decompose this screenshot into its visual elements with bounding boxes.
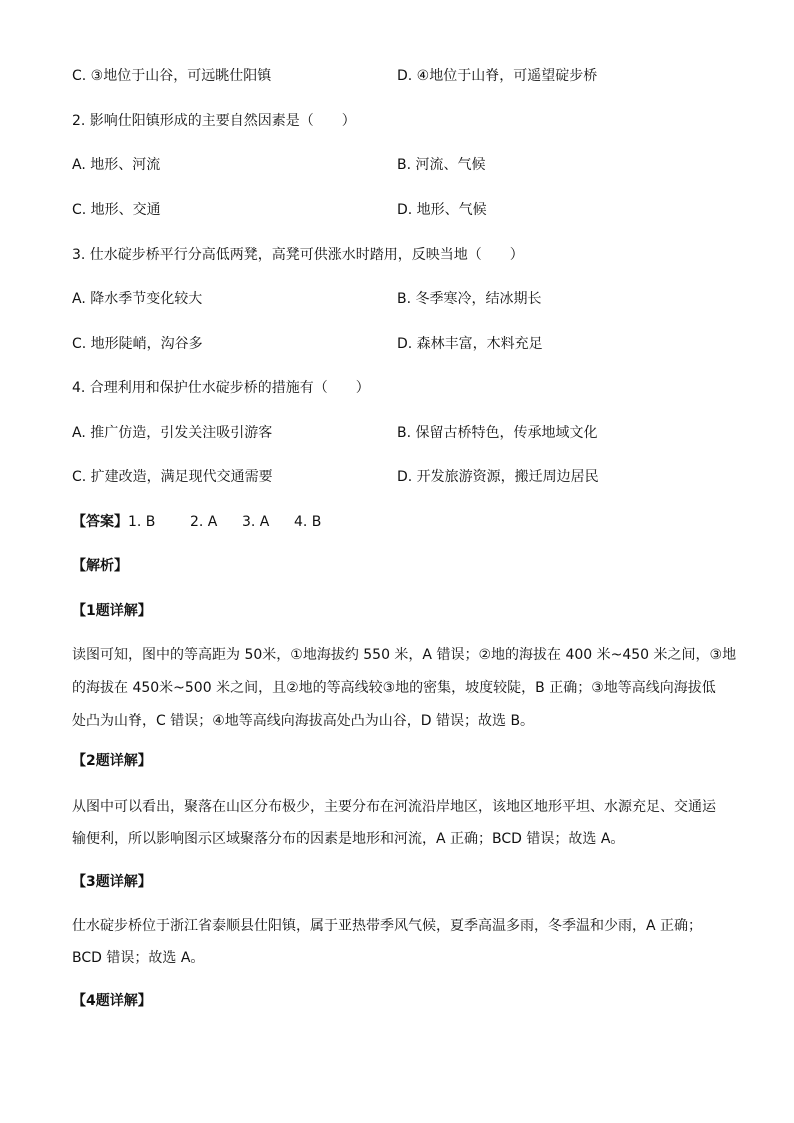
answer-item: 2. A xyxy=(190,514,218,530)
q4-option-a: A. 推广仿造，引发关注吸引游客 xyxy=(72,425,273,441)
q3-option-b: B. 冬季寒冷，结冰期长 xyxy=(397,291,542,307)
q4-option-c: C. 扩建改造，满足现代交通需要 xyxy=(72,469,273,485)
q2-option-b: B. 河流、气候 xyxy=(397,157,486,173)
answer-row xyxy=(72,512,321,532)
q2-option-d: D. 地形、气候 xyxy=(397,202,487,218)
q3-stem: 3. 仕水碇步桥平行分高低两凳，高凳可供涨水时踏用，反映当地（ ） xyxy=(72,247,524,263)
detail1-line: 的海拔在 450米~500 米之间，且②地的等高线较③地的密集，坡度较陡，B 正确；③地等高线向海拔低 xyxy=(72,680,716,696)
q2-stem: 2. 影响仕阳镇形成的主要自然因素是（ ） xyxy=(72,113,356,129)
q4-option-b: B. 保留古桥特色，传承地域文化 xyxy=(397,425,598,441)
detail1-line: 处凸为山脊，C 错误；④地等高线向海拔高处凸为山谷，D 错误；故选 B。 xyxy=(72,713,535,729)
detail2-line: 从图中可以看出，聚落在山区分布极少，主要分布在河流沿岸地区，该地区地形平坦、水源充足、交通运 xyxy=(72,799,716,815)
q2-option-a: A. 地形、河流 xyxy=(72,157,161,173)
analysis-label: 【解析】 xyxy=(72,558,128,574)
answer-label: 【答案】 xyxy=(72,514,128,530)
q4-stem: 4. 合理利用和保护仕水碇步桥的措施有（ ） xyxy=(72,380,370,396)
detail1-line: 读图可知，图中的等高距为 50米，①地海拔约 550 米，A 错误；②地的海拔在 400 米~450 米之间，③地 xyxy=(72,647,737,663)
answer-item: 3. A xyxy=(242,514,270,530)
answer-item: 1. B xyxy=(128,514,156,530)
q1-option-d: D. ④地位于山脊，可遥望碇步桥 xyxy=(397,68,598,84)
q4-option-d: D. 开发旅游资源，搬迁周边居民 xyxy=(397,469,599,485)
detail2-line: 输便利，所以影响图示区域聚落分布的因素是地形和河流，A 正确；BCD 错误；故选 A。 xyxy=(72,831,625,847)
detail3-line: 仕水碇步桥位于浙江省泰顺县仕阳镇，属于亚热带季风气候，夏季高温多雨，冬季温和少雨，A 正确； xyxy=(72,918,703,934)
q1-option-c: C. ③地位于山谷，可远眺仕阳镇 xyxy=(72,68,272,84)
detail2-title: 【2题详解】 xyxy=(72,753,152,769)
detail3-line: BCD 错误；故选 A。 xyxy=(72,950,205,966)
q3-option-a: A. 降水季节变化较大 xyxy=(72,291,203,307)
q2-option-c: C. 地形、交通 xyxy=(72,202,161,218)
q3-option-d: D. 森林丰富，木料充足 xyxy=(397,336,543,352)
answer-item: 4. B xyxy=(294,514,322,530)
q3-option-c: C. 地形陡峭，沟谷多 xyxy=(72,336,203,352)
detail3-title: 【3题详解】 xyxy=(72,874,152,890)
detail1-title: 【1题详解】 xyxy=(72,603,152,619)
detail4-title: 【4题详解】 xyxy=(72,993,152,1009)
